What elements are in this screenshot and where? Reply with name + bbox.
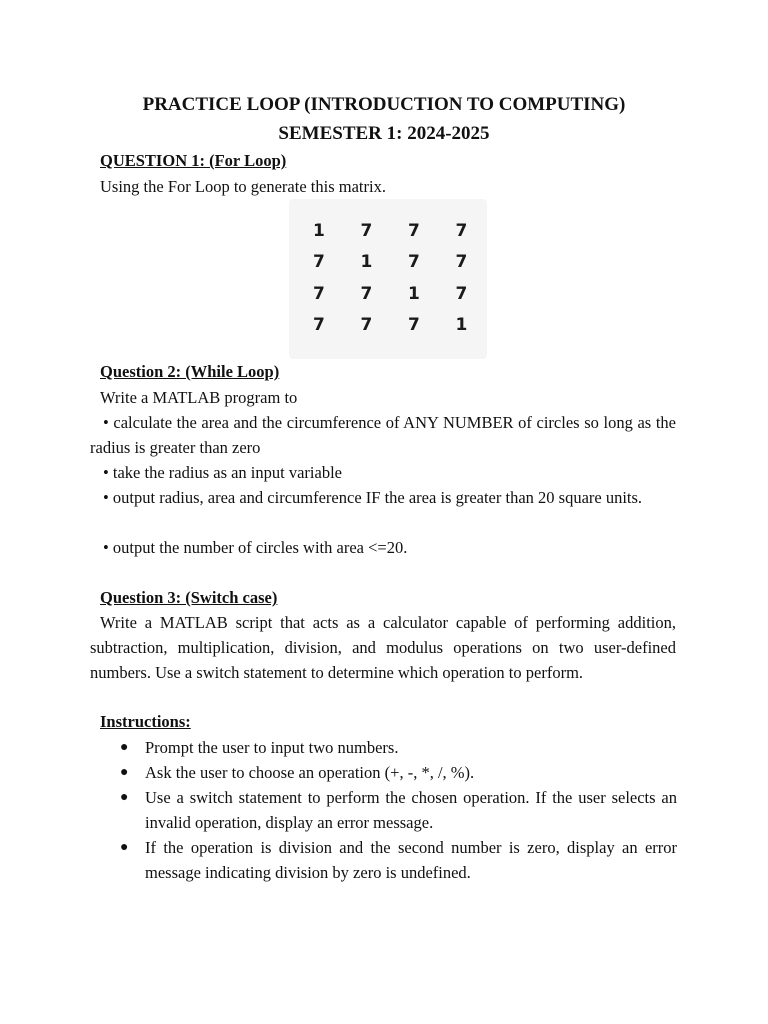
question-3-text: Write a MATLAB script that acts as a calculator capable of performing addition, subtraction, multiplication, division, and modulus operations on two user-defined numbers. Use a switch statement to determine which operation to perform. — [90, 613, 676, 682]
matrix-cell: 1 — [360, 252, 373, 273]
instructions-list — [100, 735, 677, 885]
page-subtitle: SEMESTER 1: 2024-2025 — [278, 123, 490, 144]
matrix-cell: 1 — [313, 220, 325, 241]
list-item-text: Use a switch statement to perform the chosen operation. If the user selects an invalid operation, display an error message. — [145, 788, 677, 832]
matrix-cell: 7 — [360, 220, 373, 241]
list-item-text: If the operation is division and the second number is zero, display an error message indicating division by zero is undefined. — [145, 838, 677, 882]
question-2-item: • output the number of circles with area <=20. — [103, 538, 408, 557]
matrix-row — [297, 278, 487, 310]
list-item — [100, 785, 677, 835]
matrix-row — [297, 310, 487, 342]
matrix-cell: 7 — [408, 315, 420, 336]
list-item — [100, 760, 677, 785]
matrix-row — [297, 247, 487, 279]
matrix-cell: 1 — [455, 315, 468, 336]
matrix-row — [297, 215, 487, 247]
question-1-text: Using the For Loop to generate this matrix. — [100, 177, 386, 196]
question-2-intro: Write a MATLAB program to — [100, 388, 298, 407]
question-2-item: • calculate the area and the circumference of ANY NUMBER of circles so long as the radius is greater than zero — [90, 413, 676, 457]
matrix-cell: 7 — [360, 315, 373, 336]
matrix-table — [297, 215, 487, 341]
matrix-cell: 7 — [408, 252, 420, 273]
list-item-text: Ask the user to choose an operation (+, -, *, /, %). — [145, 763, 475, 782]
matrix-cell: 7 — [408, 220, 420, 241]
question-2-heading: Question 2: (While Loop) — [100, 362, 280, 381]
bullet-icon: ● — [120, 740, 129, 755]
bullet-icon: ● — [120, 790, 129, 805]
matrix-cell: 1 — [408, 283, 420, 304]
matrix-cell: 7 — [360, 283, 373, 304]
list-item-text: Prompt the user to input two numbers. — [145, 738, 399, 757]
question-2-item: • output radius, area and circumference IF the area is greater than 20 square units. — [103, 488, 643, 507]
matrix-cell: 7 — [313, 252, 325, 273]
matrix-cell: 7 — [455, 252, 468, 273]
matrix-image — [289, 199, 487, 359]
bullet-icon: ● — [120, 840, 129, 855]
question-1-heading: QUESTION 1: (For Loop) — [100, 151, 287, 170]
instructions-heading: Instructions: — [100, 712, 191, 731]
bullet-icon: ● — [120, 765, 129, 780]
list-item — [100, 735, 677, 760]
matrix-cell: 7 — [313, 283, 325, 304]
matrix-cell: 7 — [313, 315, 325, 336]
question-2-item: • take the radius as an input variable — [103, 463, 342, 482]
list-item — [100, 835, 677, 885]
matrix-cell: 7 — [455, 283, 468, 304]
matrix-cell: 7 — [455, 220, 468, 241]
question-3-heading: Question 3: (Switch case) — [100, 588, 278, 607]
page-title: PRACTICE LOOP (INTRODUCTION TO COMPUTING) — [142, 94, 626, 115]
